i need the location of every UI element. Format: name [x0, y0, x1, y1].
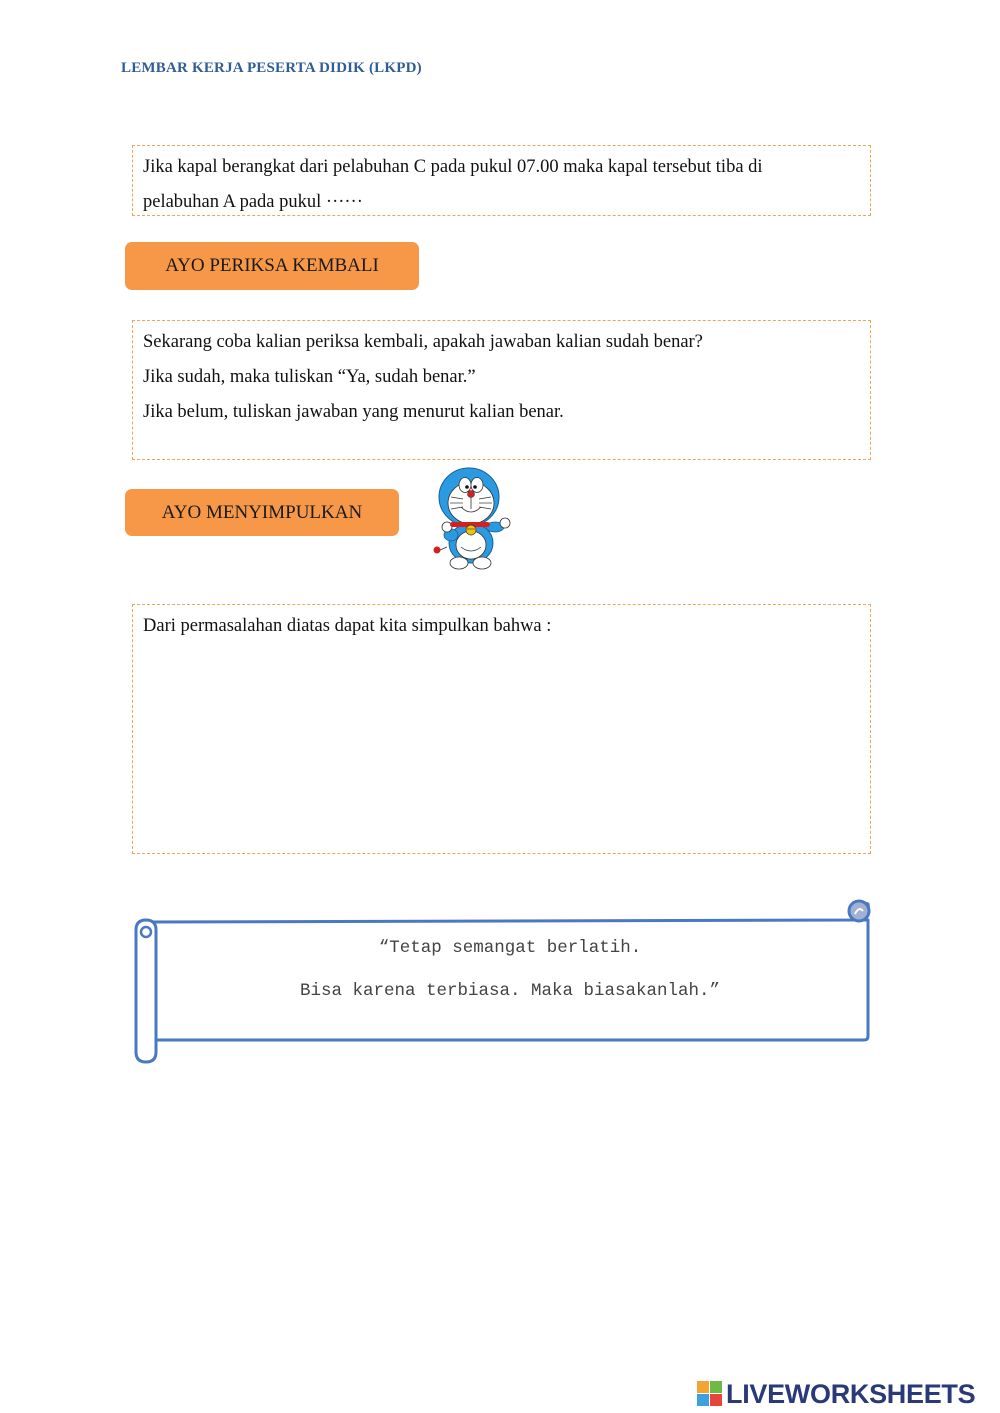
check-line-1: Sekarang coba kalian periksa kembali, apakah jawaban kalian sudah benar? — [143, 332, 703, 352]
question-box — [132, 145, 871, 216]
question-line-1: Jika kapal berangkat dari pelabuhan C pada pukul 07.00 maka kapal tersebut tiba di — [143, 157, 763, 177]
quote-line-1: “Tetap semangat berlatih. — [378, 938, 642, 958]
question-line-2: pelabuhan A pada pukul ······ — [143, 192, 363, 212]
liveworksheets-logo[interactable] — [697, 1378, 975, 1410]
doraemon-mascot-icon — [425, 465, 515, 573]
check-instructions-box — [132, 320, 871, 460]
conclusion-prompt: Dari permasalahan diatas dapat kita simpulkan bahwa : — [143, 616, 552, 636]
quote-line-2: Bisa karena terbiasa. Maka biasakanlah.” — [299, 981, 721, 1001]
check-line-3: Jika belum, tuliskan jawaban yang menurut kalian benar. — [143, 402, 564, 422]
liveworksheets-logo-icon — [697, 1381, 723, 1407]
conclusion-answer-box[interactable] — [132, 604, 871, 854]
page-header-title: LEMBAR KERJA PESERTA DIDIK (LKPD) — [121, 60, 422, 76]
conclude-section-label: AYO MENYIMPULKAN — [125, 489, 399, 536]
liveworksheets-logo-text: LIVEWORKSHEETS — [726, 1378, 976, 1409]
check-section-label: AYO PERIKSA KEMBALI — [125, 242, 419, 290]
check-line-2: Jika sudah, maka tuliskan “Ya, sudah benar.” — [143, 367, 476, 387]
